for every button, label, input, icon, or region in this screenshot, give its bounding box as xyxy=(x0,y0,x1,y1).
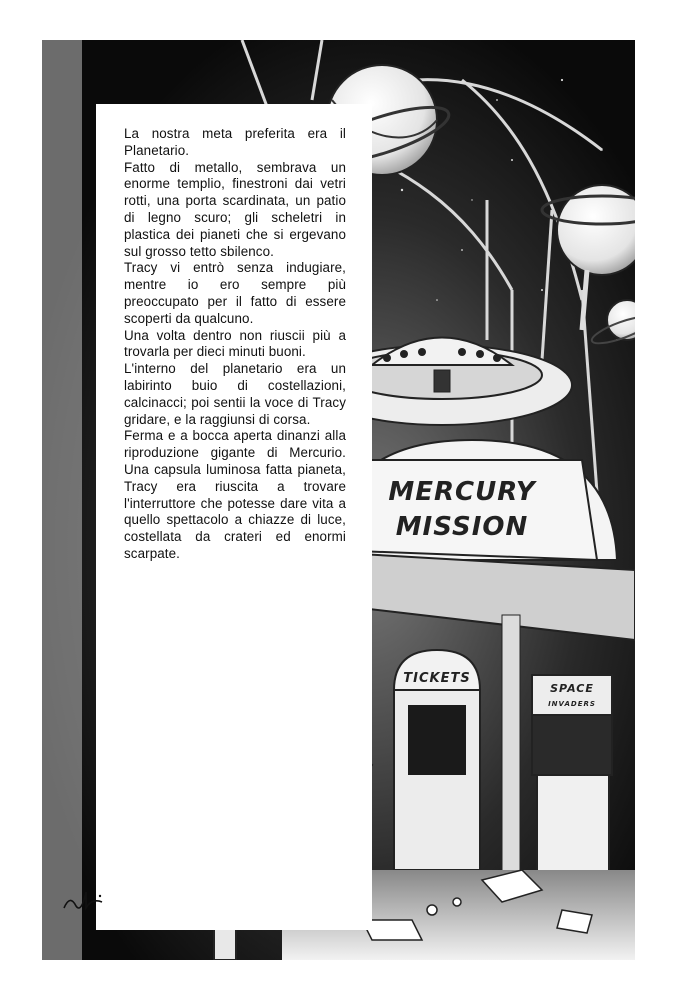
artist-signature xyxy=(62,888,106,919)
narration-paragraph: Fatto di metallo, sembrava un enorme templio, finestroni dai vetri rotti, una porta scardinata, un patio di legno scuro; gli scheletri in plastica dei pianeti che si ergevano sul grosso tetto sbilenco. xyxy=(124,159,346,259)
narration-box xyxy=(96,104,372,930)
arcade-cabinet xyxy=(532,675,612,885)
comic-panel xyxy=(42,40,635,960)
narration-paragraph: La nostra meta preferita era il Planetario. xyxy=(124,126,346,158)
narration-paragraph: Tracy vi entrò senza indugiare, mentre io ero sempre più preoccupato per il fatto di essere scoperti da qualcuno. xyxy=(124,260,346,326)
narration-paragraph: Una volta dentro non riuscii più a trovarla per dieci minuti buoni. xyxy=(124,327,346,360)
ticket-booth xyxy=(394,650,480,870)
svg-text:TICKETS: TICKETS xyxy=(403,671,471,686)
svg-text:MERCURY: MERCURY xyxy=(388,477,536,507)
narration-paragraph: L'interno del planetario era un labirinto buio di costellazioni, calcinacci; poi sentii la voce di Tracy gridare, e la raggiunsi di corsa. xyxy=(124,361,346,427)
svg-text:MISSION: MISSION xyxy=(395,512,529,542)
narration-paragraph: Ferma e a bocca aperta dinanzi alla riproduzione gigante di Mercurio. Una capsula luminosa fatta pianeta, Tracy era riuscita a trovare l'interruttore che potesse dare vita a quello spettacolo a chiazze di luce, costellata da crateri ed enormi scarpate. xyxy=(124,428,346,561)
svg-text:INVADERS: INVADERS xyxy=(548,700,596,708)
svg-text:SPACE: SPACE xyxy=(550,682,594,695)
